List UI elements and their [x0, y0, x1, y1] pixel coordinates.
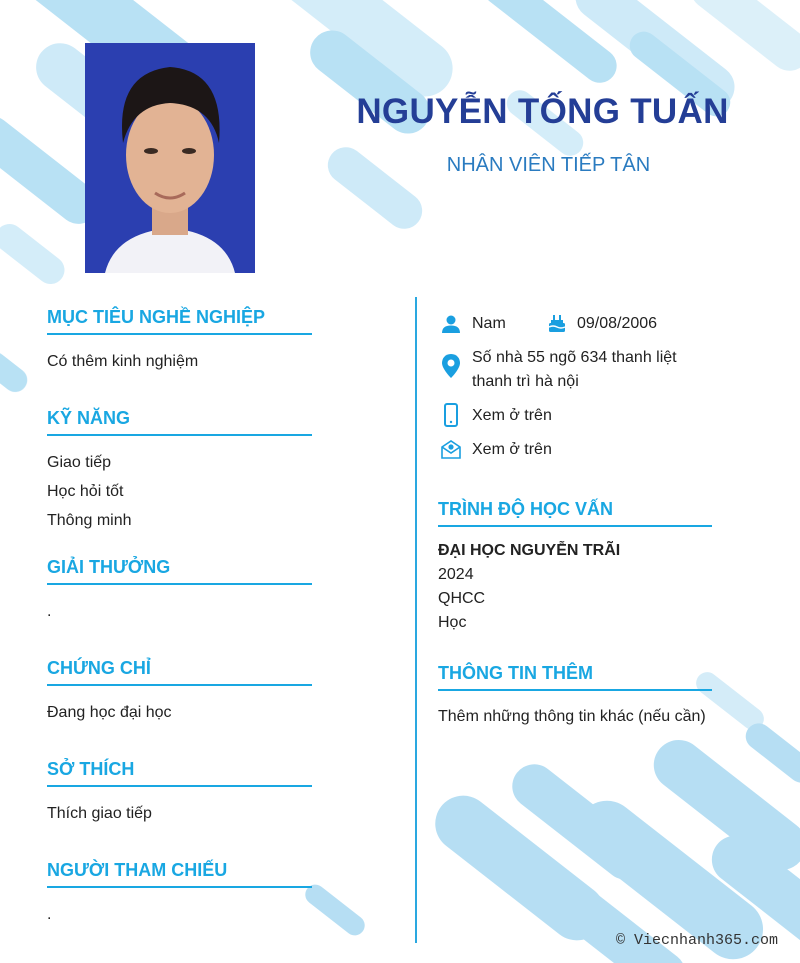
address-line: Số nhà 55 ngõ 634 thanh liệt	[472, 349, 677, 366]
award-item: .	[47, 603, 52, 620]
section-title: MỤC TIÊU NGHỀ NGHIỆP	[47, 307, 312, 335]
envelope-icon	[440, 438, 462, 460]
section-hobbies	[47, 759, 312, 828]
additional-info-text: Thêm những thông tin khác (nếu cần)	[438, 708, 706, 725]
section-title: NGƯỜI THAM CHIẾU	[47, 860, 312, 888]
education-major: QHCC	[438, 590, 486, 607]
person-icon	[440, 313, 462, 335]
section-title: CHỨNG CHỈ	[47, 658, 312, 686]
birthday-cake-icon	[546, 312, 568, 334]
section-title: THÔNG TIN THÊM	[438, 663, 712, 691]
section-education	[438, 499, 712, 635]
hobby-item: Thích giao tiếp	[47, 805, 152, 822]
objective-item: Có thêm kinh nghiệm	[47, 353, 199, 370]
skill-item: Học hỏi tốt	[47, 483, 124, 500]
email-value: Xem ở trên	[472, 441, 552, 458]
address-value	[472, 346, 677, 394]
skill-item: Thông minh	[47, 512, 132, 529]
section-awards	[47, 557, 312, 626]
column-divider	[415, 297, 417, 943]
job-title: NHÂN VIÊN TIẾP TÂN	[446, 154, 651, 176]
mobile-phone-icon	[443, 403, 459, 427]
section-references	[47, 860, 312, 929]
reference-item: .	[47, 906, 52, 923]
gender-value: Nam	[472, 315, 506, 332]
section-certificates	[47, 658, 312, 727]
education-note: Học	[438, 614, 467, 631]
candidate-name: NGUYỄN TỐNG TUẤN	[356, 92, 729, 131]
section-title: GIẢI THƯỞNG	[47, 557, 312, 585]
address-line: thanh trì hà nội	[472, 373, 579, 390]
phone-value: Xem ở trên	[472, 407, 552, 424]
watermark: © Viecnhanh365.com	[616, 932, 779, 949]
section-title: KỸ NĂNG	[47, 408, 312, 436]
skill-item: Giao tiếp	[47, 454, 112, 471]
birthday-value: 09/08/2006	[577, 315, 658, 332]
profile-photo	[85, 43, 255, 273]
section-title: TRÌNH ĐỘ HỌC VẤN	[438, 499, 712, 527]
education-year: 2024	[438, 566, 474, 583]
map-pin-icon	[440, 353, 462, 379]
certificate-item: Đang học đại học	[47, 704, 172, 721]
section-additional-info	[438, 663, 712, 729]
section-title: SỞ THÍCH	[47, 759, 312, 787]
section-objective	[47, 307, 312, 376]
school-name: ĐẠI HỌC NGUYỄN TRÃI	[438, 542, 621, 559]
section-skills	[47, 408, 312, 535]
